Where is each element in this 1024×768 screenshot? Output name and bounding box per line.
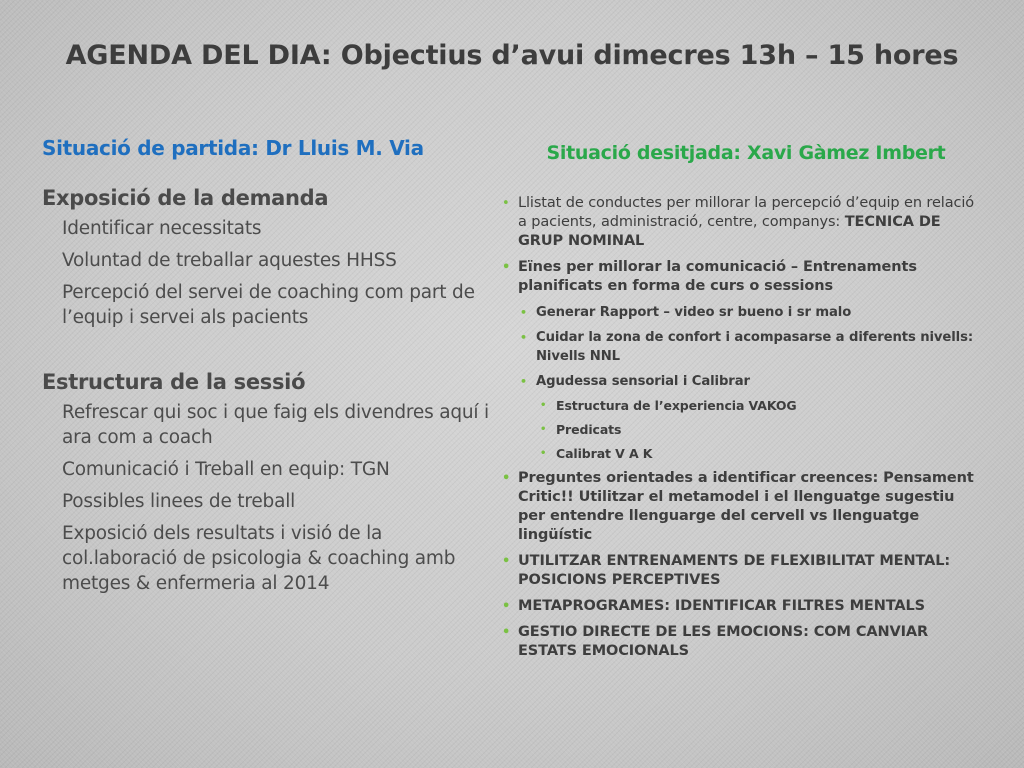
list-item: Refrescar qui soc i que faig els divendres aquí i ara com a coach [62,402,489,448]
bullet-icon: • [502,625,511,640]
list-item [496,552,986,590]
list-item-text: GESTIO DIRECTE DE LES EMOCIONS: COM CANVIAR ESTATS EMOCIONALS [518,624,929,659]
bullet-icon: • [520,331,527,344]
bullet-icon: • [520,375,527,388]
right-column-heading: Situació desitjada: Xavi Gàmez Imbert [546,142,946,164]
sub-sub-list-item [496,421,986,439]
sub-sub-list-item [496,445,986,463]
list-item [496,194,986,251]
list-item: Voluntad de treballar aquestes HHSS [62,250,397,271]
list-item-emphasis: TECNICA DE GRUP NOMINAL [518,214,941,249]
list-item-text: Estructura de l’experiencia VAKOG [556,398,797,413]
list-item: Possibles linees de treball [62,491,296,512]
left-column [42,186,502,603]
list-item-text: METAPROGRAMES: IDENTIFICAR FILTRES MENTALS [518,598,926,614]
list-item: Identificar necessitats [62,218,262,239]
list-item-text: Calibrat V A K [556,446,653,461]
list-item [496,258,986,296]
sub-list-item [496,372,986,391]
section-title-demanda: Exposició de la demanda [42,186,329,210]
list-item [496,469,986,545]
bullet-icon: • [502,599,511,614]
bullet-icon: • [520,306,527,319]
list-item [496,623,986,661]
list-item [496,597,986,616]
bullet-icon: • [540,448,547,459]
list-item-text: Predicats [556,422,622,437]
bullet-icon: • [502,260,511,275]
list-item-text: Preguntes orientades a identificar creences: Pensament Critic!! Utilitzar el metamodel i el llenguatge sugestiu per entendre llenguarge del cervell vs llenguatge lingüístic [518,470,974,543]
list-item: Exposició dels resultats i visió de la col.laboració de psicologia & coaching amb metges & enfermeria al 2014 [62,523,456,594]
bullet-icon: • [502,554,511,569]
list-item-text: Eïnes per millorar la comunicació – Entrenaments planificats en forma de curs o sessions [518,259,917,294]
slide-title: AGENDA DEL DIA: Objectius d’avui dimecres 13h – 15 hores [65,40,959,71]
bullet-icon: • [502,196,510,211]
list-item-text: Generar Rapport – video sr bueno i sr malo [536,305,852,320]
right-column [496,194,986,668]
bullet-icon: • [502,471,511,486]
sub-list-item [496,303,986,322]
sub-sub-list-item [496,397,986,415]
list-item: Comunicació i Treball en equip: TGN [62,459,390,480]
list-item: Percepció del servei de coaching com part de l’equip i servei als pacients [62,282,475,328]
bullet-icon: • [540,424,547,435]
section-title-estructura: Estructura de la sessió [42,370,306,394]
list-item-text: Cuidar la zona de confort i acompasarse a diferents nivells: Nivells NNL [536,330,974,364]
list-item-text: Llistat de conductes per millorar la percepció d’equip en relació a pacients, administració, centre, companys: [518,195,975,230]
sub-list-item [496,328,986,366]
list-item-text: Agudessa sensorial i Calibrar [536,374,750,389]
left-column-heading: Situació de partida: Dr Lluis M. Via [42,136,424,160]
bullet-icon: • [540,400,547,411]
list-item-text: UTILITZAR ENTRENAMENTS DE FLEXIBILITAT MENTAL: POSICIONS PERCEPTIVES [518,553,951,588]
